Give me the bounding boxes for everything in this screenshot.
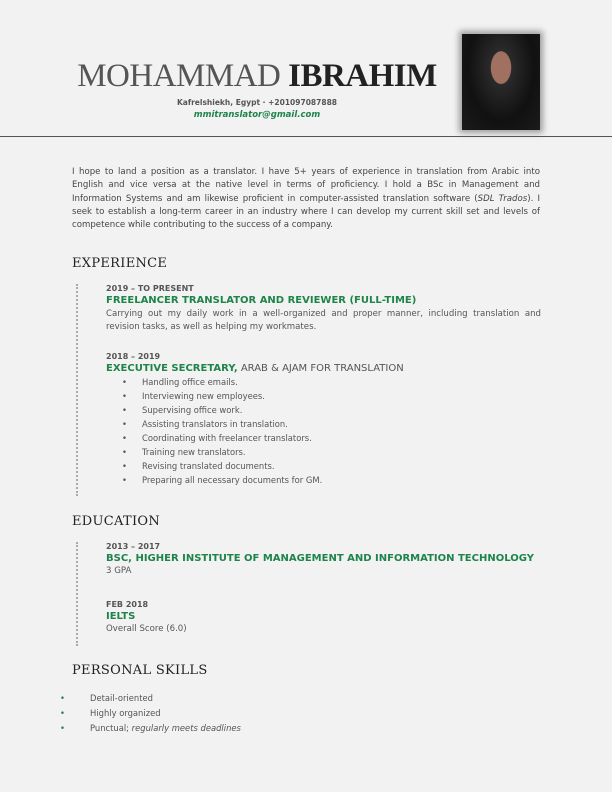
last-name: IBRAHIM: [288, 58, 437, 94]
summary-text-end: ). I seek to establish a long-term career in an industry where I can develop my current skill set and levels of competence while contributing to the success of a company.: [72, 193, 540, 231]
experience-heading: EXPERIENCE: [72, 256, 168, 271]
candidate-name: [72, 58, 442, 95]
list-item: • Revising translated documents.: [122, 461, 275, 471]
job-title: [106, 363, 541, 374]
skills-list: [60, 691, 241, 736]
experience-timeline: [76, 284, 78, 496]
job-description: Carrying out my daily work in a well-organized and proper manner, including translation and revision tasks, as well as helping my workmates.: [106, 309, 541, 333]
education-heading: EDUCATION: [72, 514, 161, 529]
job-date: 2019 – TO PRESENT: [106, 284, 194, 293]
header-divider: [0, 136, 612, 137]
list-item: • Punctual; regularly meets deadlines: [60, 723, 241, 733]
summary-software: SDL Trados: [477, 193, 528, 204]
list-item: • Training new translators.: [122, 447, 246, 457]
job-date: 2018 – 2019: [106, 352, 161, 361]
list-item: • Coordinating with freelancer translators.: [122, 433, 312, 443]
education-detail: 3 GPA: [106, 566, 132, 576]
first-name: MOHAMMAD: [77, 58, 281, 94]
education-title: BSC, HIGHER INSTITUTE OF MANAGEMENT AND INFORMATION TECHNOLOGY: [106, 553, 534, 564]
list-item: • Highly organized: [60, 708, 161, 718]
education-entry: [106, 542, 546, 578]
education-entry: [106, 600, 546, 636]
list-item: • Detail-oriented: [60, 693, 153, 703]
list-item: • Assisting translators in translation.: [122, 419, 288, 429]
profile-photo: [462, 34, 540, 130]
experience-entry: [106, 284, 541, 335]
job-title: FREELANCER TRANSLATOR AND REVIEWER (FULL-TIME): [106, 295, 417, 306]
education-date: FEB 2018: [106, 600, 149, 609]
summary-text: I hope to land a position as a translator. I have 5+ years of experience in translation from Arabic into English and vice versa at the native level in terms of proficiency. I hold a BSc in Management and Information Systems and am likewise proficient in computer-assisted translation software (: [72, 167, 540, 204]
education-date: 2013 – 2017: [106, 542, 161, 551]
job-company: ARAB & AJAM FOR TRANSLATION: [237, 363, 404, 374]
list-item: • Preparing all necessary documents for GM.: [122, 475, 323, 485]
experience-entry: [106, 352, 541, 487]
list-item: • Handling office emails.: [122, 377, 238, 387]
skills-heading: PERSONAL SKILLS: [72, 663, 208, 678]
education-detail: Overall Score (6.0): [106, 624, 187, 634]
list-item: • Supervising office work.: [122, 405, 243, 415]
address-phone: Kafrelshiekh, Egypt · +201097087888: [176, 98, 338, 107]
education-timeline: [76, 542, 78, 646]
list-item: • Interviewing new employees.: [122, 391, 265, 401]
duties-list: [122, 375, 541, 487]
job-position: EXECUTIVE SECRETARY,: [106, 363, 238, 374]
email-link[interactable]: mmitranslator@gmail.com: [193, 110, 321, 120]
education-title: IELTS: [106, 611, 136, 622]
summary-paragraph: [72, 166, 540, 232]
